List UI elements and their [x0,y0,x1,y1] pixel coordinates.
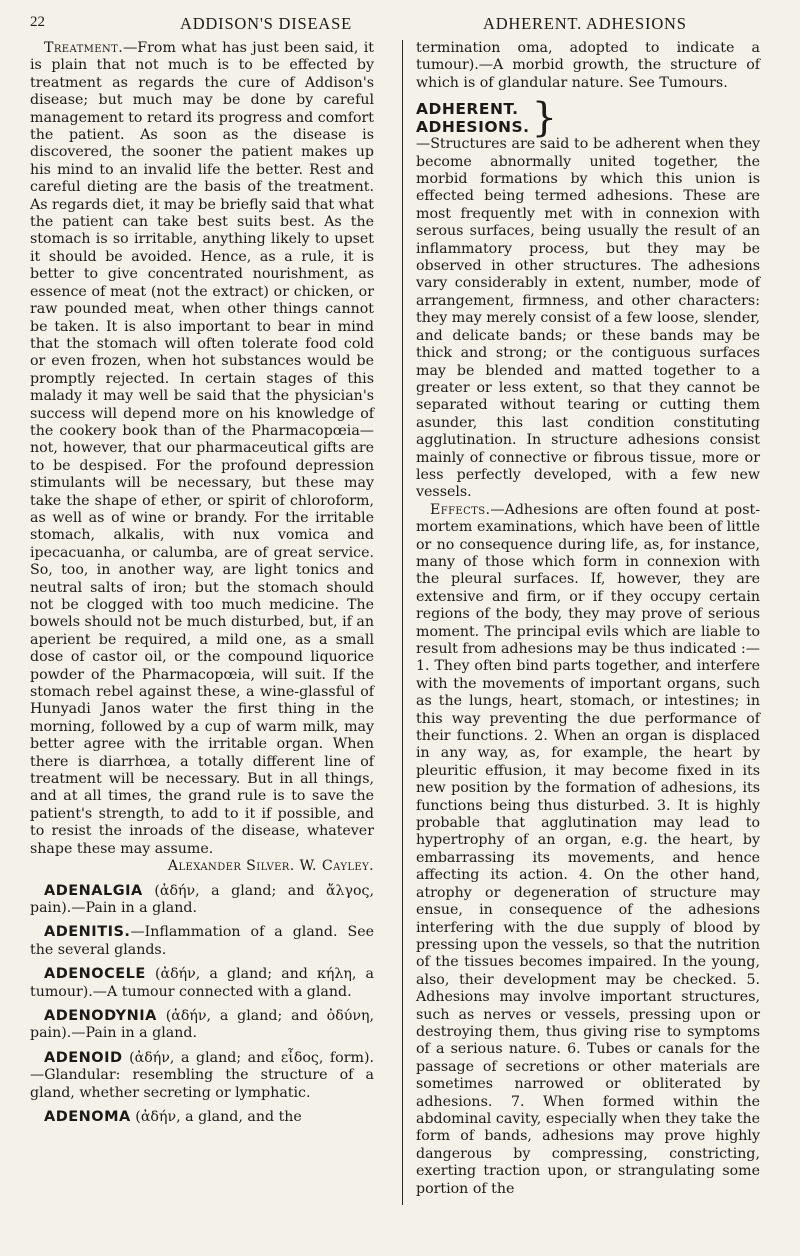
entry-headword: ADENOID [44,1049,123,1066]
entry-text: (ἀδήν, a gland, and the [135,1108,302,1125]
entry-headword: ADENOCELE [44,966,146,983]
page-number: 22 [30,14,45,30]
column-divider [402,40,403,1205]
entry-headword: ADENALGIA [44,882,143,899]
effects-paragraph [416,502,760,1198]
treatment-label: Treatment. [44,40,124,56]
entry-text: (ἀδήν, a gland; and ἄλγος, pain).—Pain in a gland. [30,882,375,916]
treatment-paragraph [30,40,374,858]
entry-headword: ADENODYNIA [44,1007,157,1024]
adhesions-entry-head [416,95,760,142]
headword-adhesions: ADHESIONS. [416,118,530,137]
entry-headword: ADENITIS. [44,924,131,941]
brace-icon: } [531,95,558,142]
effects-label: Effects. [430,501,491,518]
effects-text: —Adhesions are often found at post-mortem examinations, which have been of little or no consequence during life, as, for instance, many of those which form in connexion with the pleural surfaces. If, however, they are extensive and firm, or if they occupy certain regions of the body, they may prove of serious moment. The principal evils which are liable to result from adhesions may be thus indicated :—1. They often bind parts together, and interfere with the movements of important organs, such as the lungs, heart, stomach, or intestines; in this way preventing the due performance of their functions. 2. When an organ is displaced in any way, as, for example, the heart by pleuritic effusion, it may become fixed in its new position by the formation of adhesions, its functions being thus disturbed. 3. It is highly probable that agglutination may lead to hypertrophy of an organ, e.g. the heart, by embarrassing its movements, and hence affecting its action. 4. On the other hand, atrophy or degeneration of structure may ensue, in consequence of the adhesions interfering with the due supply of blood by pressing upon the vessels, so that the nutrition of the tissues becomes impaired. In the young, also, their development may be checked. 5. Adhesions may involve important structures, such as nerves or vessels, pressing upon or destroying them, thus giving rise to symptoms of a serious nature. 6. Tubes or canals for the passage of secretions or other materials are sometimes narrowed or obliterated by adhesions. 7. When formed within the abdominal cavity, especially when they take the form of bands, adhesions may prove highly dangerous by compressing, constricting, exerting traction upon, or strangulating some portion of the [416,501,760,1197]
headword-adherent: ADHERENT. [416,100,519,119]
dictionary-entry [30,883,374,918]
entry-text: (ἀδήν, a gland; and κήλη, a tumour).—A tumour connected with a gland. [30,966,374,1000]
entry-text: (ἀδήν, a gland; and ὀδύνη, pain).—Pain in a gland. [30,1007,374,1042]
page-header [30,14,770,38]
dictionary-entry [30,1050,374,1102]
dictionary-entry [30,1109,374,1126]
adhesions-text: —Structures are said to be adherent when they become abnormally united together, the morbid formations by which this union is effected being termed adhesions. These are most frequently met with in connexion with serous surfaces, being usually the result of an inflammatory process, but they may be observed in other structures. The adhesions vary considerably in extent, number, mode of arrangement, firmness, and other characters: they may merely consist of a few loose, slender, and delicate bands; or these bands may be thick and strong; or the contiguous surfaces may be blended and matted together to a greater or less extent, so that they cannot be separated without tearing or cutting them asunder, this last condition constituting agglutination. In structure adhesions consist mainly of connective or fibrous tissue, more or less perfectly developed, with a few new vessels. [416,136,760,501]
dictionary-entry [30,1008,374,1043]
left-column [30,40,374,1126]
right-column [416,40,760,1198]
dictionary-entry [30,966,374,1001]
running-head-left: ADDISON'S DISEASE [180,14,352,33]
dictionary-entry [30,924,374,959]
brace-headwords [416,100,530,136]
entry-headword: ADENOMA [44,1108,131,1125]
entry-text: (ἀδήν, a gland; and εἶδος, form).—Glandular: resembling the structure of a gland, whether secreting or lymphatic. [30,1049,374,1101]
continuation-paragraph: termination oma, adopted to indicate a tumour).—A morbid growth, the structure of which is of glandular nature. See Tumours. [416,40,760,91]
treatment-text: —From what has just been said, it is plain that not much is to be effected by treatment as regards the cure of Addison's disease; but much may be done by careful management to retard its progress and comfort the patient. As soon as the disease is discovered, the sooner the patient makes up his mind to an invalid life the better. Rest and careful dieting are the basis of the treatment. As regards diet, it may be briefly said that what the patient can take best suits best. As the stomach is so irritable, anything likely to upset it should be avoided. Hence, as a rule, it is better to give concentrated nourishment, as essence of meat (not the extract) or chicken, or raw pounded meat, when other things cannot be taken. It is also important to bear in mind that the stomach will often tolerate food cold or even frozen, when hot substances would be promptly rejected. In certain stages of this malady it may well be said that the physician's success will depend more on his knowledge of the cookery book than of the Pharmacopœia—not, however, that our pharmaceutical gifts are to be despised. For the profound depression stimulants will be necessary, but these may take the shape of ether, or spirit of chloroform, as well as of wine or brandy. For the irritable stomach, alkalis, with nux vomica and ipecacuanha, or calumba, are of great service. So, too, in another way, are light tonics and neutral salts of iron; but the stomach should not be clogged with too much medicine. The bowels should not be much disturbed, but, if an aperient be required, a mild one, as a small dose of castor oil, or the compound liquorice powder of the Pharmacopœia, will suit. If the stomach rebel against these, a wine-glassful of Hunyadi Janos water the first thing in the morning, followed by a cup of warm milk, may better agree with the irritable organ. When there is diarrhœa, a totally different line of treatment will be necessary. But in all things, and at all times, the grand rule is to save the patient's strength, to add to it if possible, and to resist the inroads of the disease, whatever shape these may assume. [30,40,374,857]
article-signature: Alexander Silver. W. Cayley. [167,858,374,875]
entry-text: —Inflammation of a gland. See the several glands. [30,924,374,958]
running-head-right: ADHERENT. ADHESIONS [483,14,687,33]
